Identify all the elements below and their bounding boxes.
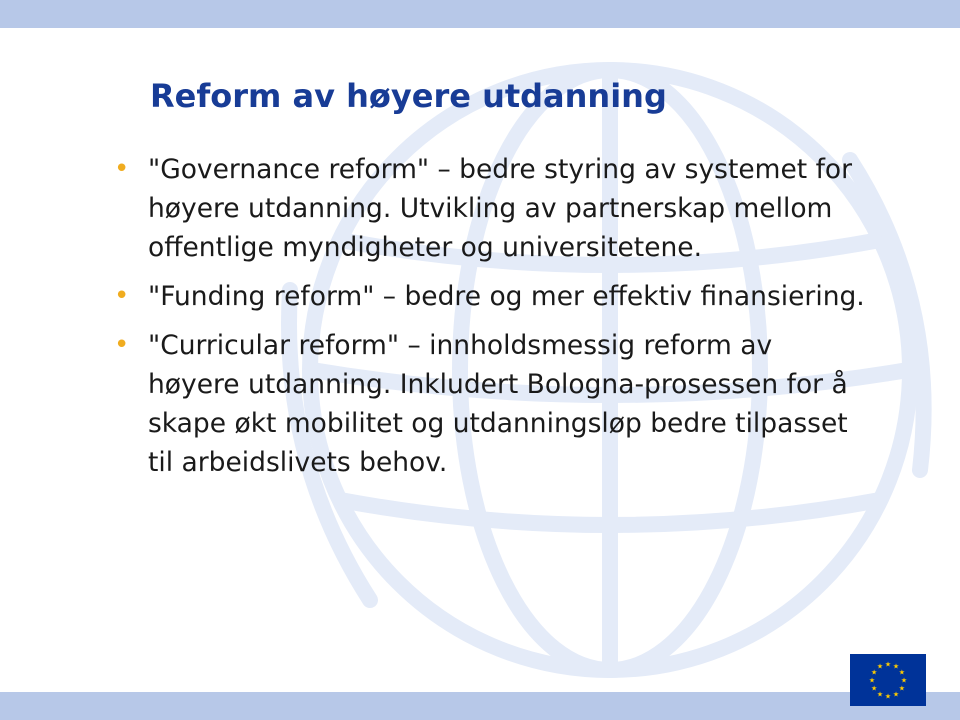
bullet-text: "Curricular reform" – innholdsmessig reform av høyere utdanning. Inkludert Bologna-prosessen for å skape økt mobilitet og utdanningsløp bedre tilpasset til arbeidslivets behov. (148, 330, 848, 478)
bullet-dot-icon: • (114, 330, 130, 360)
eu-star-icon: ★ (876, 690, 884, 699)
bullet-item-curricular (110, 326, 870, 482)
eu-flag-icon (850, 654, 926, 706)
bullet-dot-icon: • (114, 281, 130, 311)
eu-star-icon: ★ (870, 668, 878, 677)
bullet-text: "Funding reform" – bedre og mer effektiv finansiering. (148, 281, 865, 312)
eu-star-icon: ★ (868, 676, 876, 685)
eu-star-icon: ★ (892, 690, 900, 699)
bullet-list (110, 150, 870, 492)
bottom-band (0, 692, 960, 720)
bullet-item-governance (110, 150, 870, 267)
eu-star-icon: ★ (884, 660, 892, 669)
eu-star-icon: ★ (892, 662, 900, 671)
bullet-dot-icon: • (114, 154, 130, 184)
top-band (0, 0, 960, 28)
eu-star-icon: ★ (898, 684, 906, 693)
eu-star-icon: ★ (870, 684, 878, 693)
eu-star-icon: ★ (898, 668, 906, 677)
eu-star-icon: ★ (900, 676, 908, 685)
eu-star-icon: ★ (876, 662, 884, 671)
slide-title: Reform av høyere utdanning (150, 77, 667, 115)
eu-star-icon: ★ (884, 692, 892, 701)
bullet-item-funding (110, 277, 870, 316)
bullet-text: "Governance reform" – bedre styring av systemet for høyere utdanning. Utvikling av partnerskap mellom offentlige myndigheter og universitetene. (148, 154, 853, 263)
